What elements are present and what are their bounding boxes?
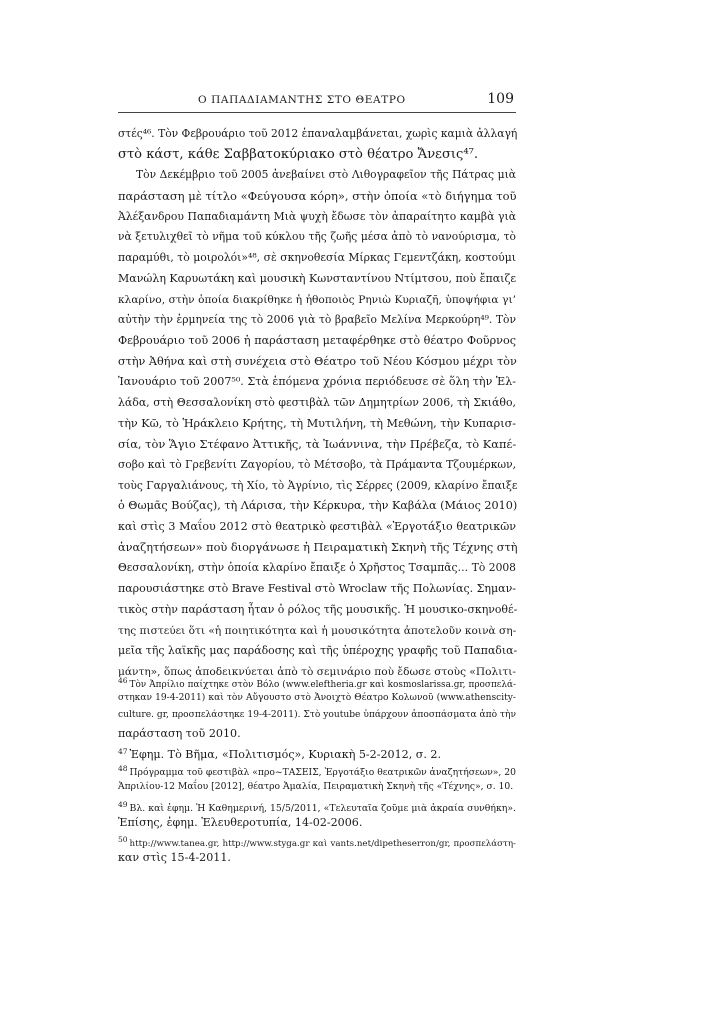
- body-line: νὰ ξετυλιχθεῖ τὸ νῆμα τοῦ κύκλου τῆς ζωῆς μέσα ἀπὸ τὸ νανούρισμα, τὸ: [118, 230, 516, 244]
- footnote-number: 50: [118, 835, 128, 845]
- body-line: στὴν Ἀθήνα καὶ στὴ συνέχεια στὸ Θέατρο τοῦ Νέου Κόσμου μέχρι τὸν: [118, 354, 517, 368]
- body-line: μεῖα τῆς λαϊκῆς μας παράδοσης καὶ τῆς ὑπέροχης γραφῆς τοῦ Παπαδια-: [118, 644, 518, 658]
- footnote-line: στηκαν 19-4-2011) καὶ τὸν Αὔγουστο στὸ Ἀνοιχτὸ Θέατρο Κολωνοῦ (www.athenscity-: [118, 692, 516, 703]
- body-line: τοὺς Γαργαλιάνους, τὴ Χίο, τὸ Ἀγρίνιο, τὶς Σέρρες (2009, κλαρίνο ἔπαιξε: [118, 478, 518, 492]
- footnote-number: 47: [118, 746, 128, 756]
- page-number: 109: [487, 91, 514, 107]
- footnote-text: Τὸν Ἀπρίλιο παίχτηκε στὸν Βόλο (www.eleftheria.gr καὶ kosmoslarissa.gr, προσπελά-: [129, 680, 516, 690]
- footnotes: [118, 672, 516, 867]
- body-line: Ἰανουάριο τοῦ 2007⁵⁰. Στὰ ἑπόμενα χρόνια περιόδευσε σὲ ὅλη τὴν Ἑλ-: [118, 375, 516, 389]
- body-line: λάδα, στὴ Θεσσαλονίκη στὸ φεστιβὰλ τῶν Δημητρίων 2006, τὴ Σκιάθο,: [118, 395, 516, 409]
- footnote-number: 48: [118, 764, 128, 774]
- body-line: στές⁴⁶. Τὸν Φεβρουάριο τοῦ 2012 ἐπαναλαμβάνεται, χωρὶς καμιὰ ἀλλαγή: [118, 127, 518, 140]
- body-text: [118, 124, 516, 683]
- footnote-text: Ἐφημ. Τὸ Βῆμα, «Πολιτισμός», Κυριακὴ 5-2-2012, σ. 2.: [129, 747, 441, 761]
- footnote-line: [118, 760, 516, 778]
- body-line: παραμύθι, τὸ μοιρολόι»⁴⁸, σὲ σκηνοθεσία Μίρκας Γεμεντζάκη, κοστούμι: [118, 251, 516, 265]
- footnote-line: culture. gr, προσπελάστηκε 19-4-2011). Στὸ youtube ὑπάρχουν ἀποσπάσματα ἀπὸ τὴν: [118, 710, 516, 721]
- footnote-text: http://www.tanea.gr, http://www.styga.gr καὶ vants.net/dipetheserron/gr, προσπελάστη-: [129, 839, 516, 850]
- footnote-line: [118, 831, 516, 849]
- body-line: αὐτὴν τὴν ἑρμηνεία της τὸ 2006 γιὰ τὸ βραβεῖο Μελίνα Μερκούρη⁴⁹. Τὸν: [118, 313, 516, 327]
- footnote-text: Πρόγραμμα τοῦ φεστιβὰλ «προ~ΤΑΣΕΙΣ, Ἐργοτάξιο θεατρικῶν ἀναζητήσεων», 20: [129, 767, 516, 779]
- running-head-title: Ο ΠΑΠΑΔΙΑΜΑΝΤΗΣ ΣΤΟ ΘΕΑΤΡΟ: [198, 94, 406, 106]
- body-line: σία, τὸν Ἅγιο Στέφανο Ἀττικῆς, τὰ Ἰωάννινα, τὴν Πρέβεζα, τὸ Καπέ-: [118, 437, 517, 452]
- body-line: Ἀλέξανδρου Παπαδιαμάντη Μιὰ ψυχὴ ἔδωσε τὸν ἀπαραίτητο καμβὰ γιὰ: [118, 209, 516, 223]
- body-line: ὁ Θωμᾶς Βούζας), τὴ Λάρισα, τὴν Κέρκυρα, τὴν Καβάλα (Μάιος 2010): [118, 499, 518, 513]
- header-rule: [118, 112, 516, 113]
- footnote-number: 49: [118, 799, 128, 809]
- body-line: Θεσσαλονίκη, στὴν ὁποία κλαρίνο ἔπαιξε ὁ Χρῆστος Τσαμπᾶς… Τὸ 2008: [118, 561, 516, 575]
- body-line: τὴν Κῶ, τὸ Ἡράκλειο Κρήτης, τὴ Μυτιλήνη, τὴ Μεθώνη, τὴν Κυπαρισ-: [118, 416, 516, 430]
- body-line: Φεβρουάριο τοῦ 2006 ἡ παράσταση μεταφέρθηκε στὸ θέατρο Φοῦρνος: [118, 333, 516, 347]
- body-line: της πιστεύει ὅτι «ἡ ποιητικότητα καὶ ἡ μουσικότητα ἀποτελοῦν κοινὰ ση-: [118, 624, 517, 637]
- body-line: καὶ στὶς 3 Μαΐου 2012 στὸ θεατρικὸ φεστιβὰλ «Ἐργοτάξιο θεατρικῶν: [118, 520, 516, 534]
- footnote-line: [118, 672, 516, 690]
- body-line: Τὸν Δεκέμβριο τοῦ 2005 ἀνεβαίνει στὸ Λιθογραφεῖον τῆς Πάτρας μιὰ: [136, 168, 516, 182]
- body-line: σοβο καὶ τὸ Γρεβενίτι Ζαγορίου, τὸ Μέτσοβο, τὰ Πράμαντα Τζουμέρκων,: [118, 458, 516, 471]
- body-line: Μανώλη Καρυωτάκη καὶ μουσικὴ Κωνσταντίνου Ντίμτσου, ποὺ ἔπαιζε: [118, 271, 517, 285]
- body-line: κλαρίνο, στὴν ὁποία διακρίθηκε ἡ ἠθοποιὸς Ρηνιὼ Κυριαζῆ, ὑποψήφια γι’: [118, 293, 516, 306]
- body-line: τικὸς στὴν παράσταση ἦταν ὁ ρόλος τῆς μουσικῆς. Ἡ μουσικο-σκηνοθέ-: [118, 602, 518, 616]
- footnote-line: [118, 796, 516, 814]
- body-line: παρουσιάστηκε στὸ Brave Festival στὸ Wroclaw τῆς Πολωνίας. Σημαν-: [118, 582, 516, 596]
- body-line: μάντη», ὅπως ἀποδεικνύεται ἀπὸ τὸ σεμινάριο ποὺ ἔδωσε στοὺς «Πολιτι-: [118, 665, 516, 678]
- footnote-line: Ἐπίσης, ἐφημ. Ἐλευθεροτυπία, 14-02-2006.: [118, 815, 363, 829]
- footnote-text: Βλ. καὶ ἐφημ. Ἡ Καθημερινή, 15/5/2011, «Τελευταῖα ζοῦμε μιὰ ἀκραία συνθήκη».: [129, 802, 516, 814]
- footnote-line: [118, 743, 516, 761]
- footnote-number: 46: [118, 676, 128, 685]
- footnote-line: παράσταση τοῦ 2010.: [118, 727, 241, 741]
- footnote-line: καν στὶς 15-4-2011.: [118, 850, 231, 864]
- body-line: στὸ κάστ, κάθε Σαββατοκύριακο στὸ θέατρο Ἄνεσις⁴⁷.: [118, 146, 479, 162]
- body-line: παράσταση μὲ τίτλο «Φεύγουσα κόρη», στὴν ὁποία «τὸ διήγημα τοῦ: [118, 189, 517, 204]
- footnote-line: Ἀπριλίου-12 Μαΐου [2012], θέατρο Ἀμαλία, Πειραματικὴ Σκηνὴ τῆς «Τέχνης», σ. 10.: [118, 781, 514, 793]
- body-line: ἀναζητήσεων» ποὺ διοργάνωσε ἡ Πειραματικὴ Σκηνὴ τῆς Τέχνης στὴ: [118, 540, 518, 554]
- running-head: [118, 90, 516, 110]
